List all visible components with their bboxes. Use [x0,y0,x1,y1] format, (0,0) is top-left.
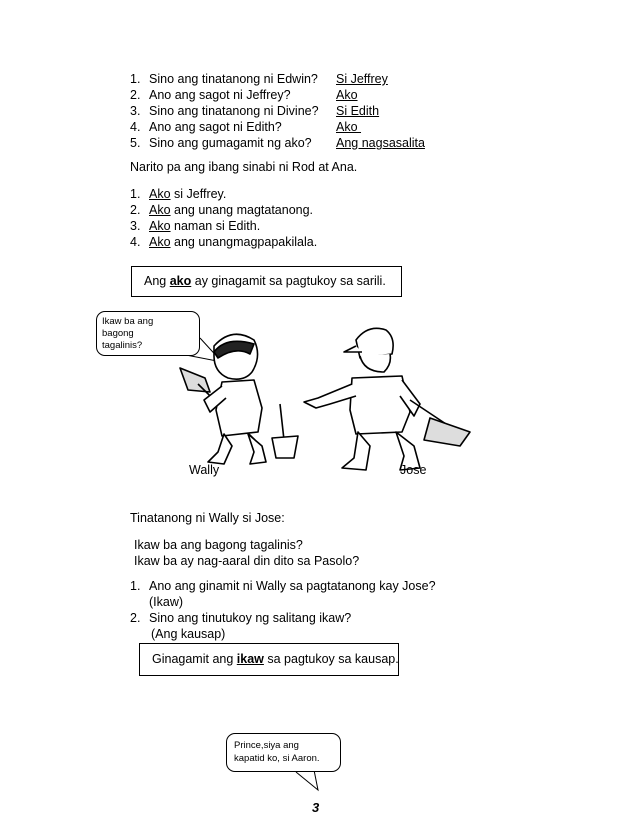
rule-text: Ang [144,274,170,288]
bubble-line: tagalinis? [102,340,143,351]
answer-text: Ako [336,88,358,102]
answer-text: (Ang kausap) [151,627,226,641]
item-number: 2. [130,88,141,102]
pronoun-word: Ako [149,187,171,201]
sentence-rest: ang unang magtatanong. [170,203,314,217]
item-number: 4. [130,120,141,134]
intro-text-2: Narito pa ang ibang sinabi ni Rod at Ana. [130,160,358,174]
answer-text: (Ikaw) [149,595,184,609]
sentence-rest: ang unangmagpapakilala. [170,235,318,249]
pronoun-word: Ako [149,235,171,249]
bubble-line: Ikaw ba ang [102,316,154,327]
sentence-rest: si Jeffrey. [170,187,227,201]
list-item [130,610,351,626]
rule-text: ay ginagamit sa pagtukoy sa sarili. [191,274,386,288]
item-number: 1. [130,72,141,86]
question-text: Sino ang tinatanong ni Edwin? [149,72,318,86]
rule-box-ikaw [139,643,399,676]
rule-text: Ginagamit ang [152,652,237,666]
question-text: Ano ang sagot ni Jeffrey? [149,88,291,102]
item-number: 5. [130,136,141,150]
rule-text: sa pagtukoy sa kausap. [263,652,399,666]
bubble-tail [296,770,318,790]
item-number: 1. [130,579,141,593]
name-label-jose: Jose [400,463,427,477]
pronoun-word: Ako [149,203,171,217]
jose-figure [304,328,470,470]
rule-keyword: ikaw [236,652,264,666]
dialogue-line: Ikaw ba ay nag-aaral din dito sa Pasolo? [134,554,360,568]
item-number: 4. [130,235,141,249]
speech-bubble-prince [226,733,341,772]
dialogue-line: Ikaw ba ang bagong tagalinis? [134,538,303,552]
item-number: 3. [130,104,141,118]
intro-text-3: Tinatanong ni Wally si Jose: [130,511,285,525]
item-number: 3. [130,219,141,233]
rule-keyword: ako [169,274,192,288]
pronoun-word: Ako [149,219,171,233]
bubble-line: bagong [102,328,134,339]
page-number: 3 [312,800,320,815]
answer-text: Ako [336,120,362,134]
list-item [130,578,436,594]
item-number: 1. [130,187,141,201]
question-text: Ano ang ginamit ni Wally sa pagtatanong kay Jose? [149,579,436,593]
item-number: 2. [130,611,141,625]
name-label-wally: Wally [189,463,220,477]
item-number: 2. [130,203,141,217]
question-text: Sino ang tinutukoy ng salitang ikaw? [149,611,352,625]
bubble-line: kapatid ko, si Aaron. [234,753,320,764]
answer-text: Si Jeffrey [336,72,388,86]
speech-bubble-wally [96,311,200,356]
question-text: Sino ang tinatanong ni Divine? [149,104,319,118]
answer-text: Ang nagsasalita [336,136,425,150]
bubble-line: Prince,siya ang [234,740,299,751]
sentence-rest: naman si Edith. [170,219,261,233]
question-text: Sino ang gumagamit ng ako? [149,136,312,150]
question-text: Ano ang sagot ni Edith? [149,120,282,134]
answer-text: Si Edith [336,104,380,118]
